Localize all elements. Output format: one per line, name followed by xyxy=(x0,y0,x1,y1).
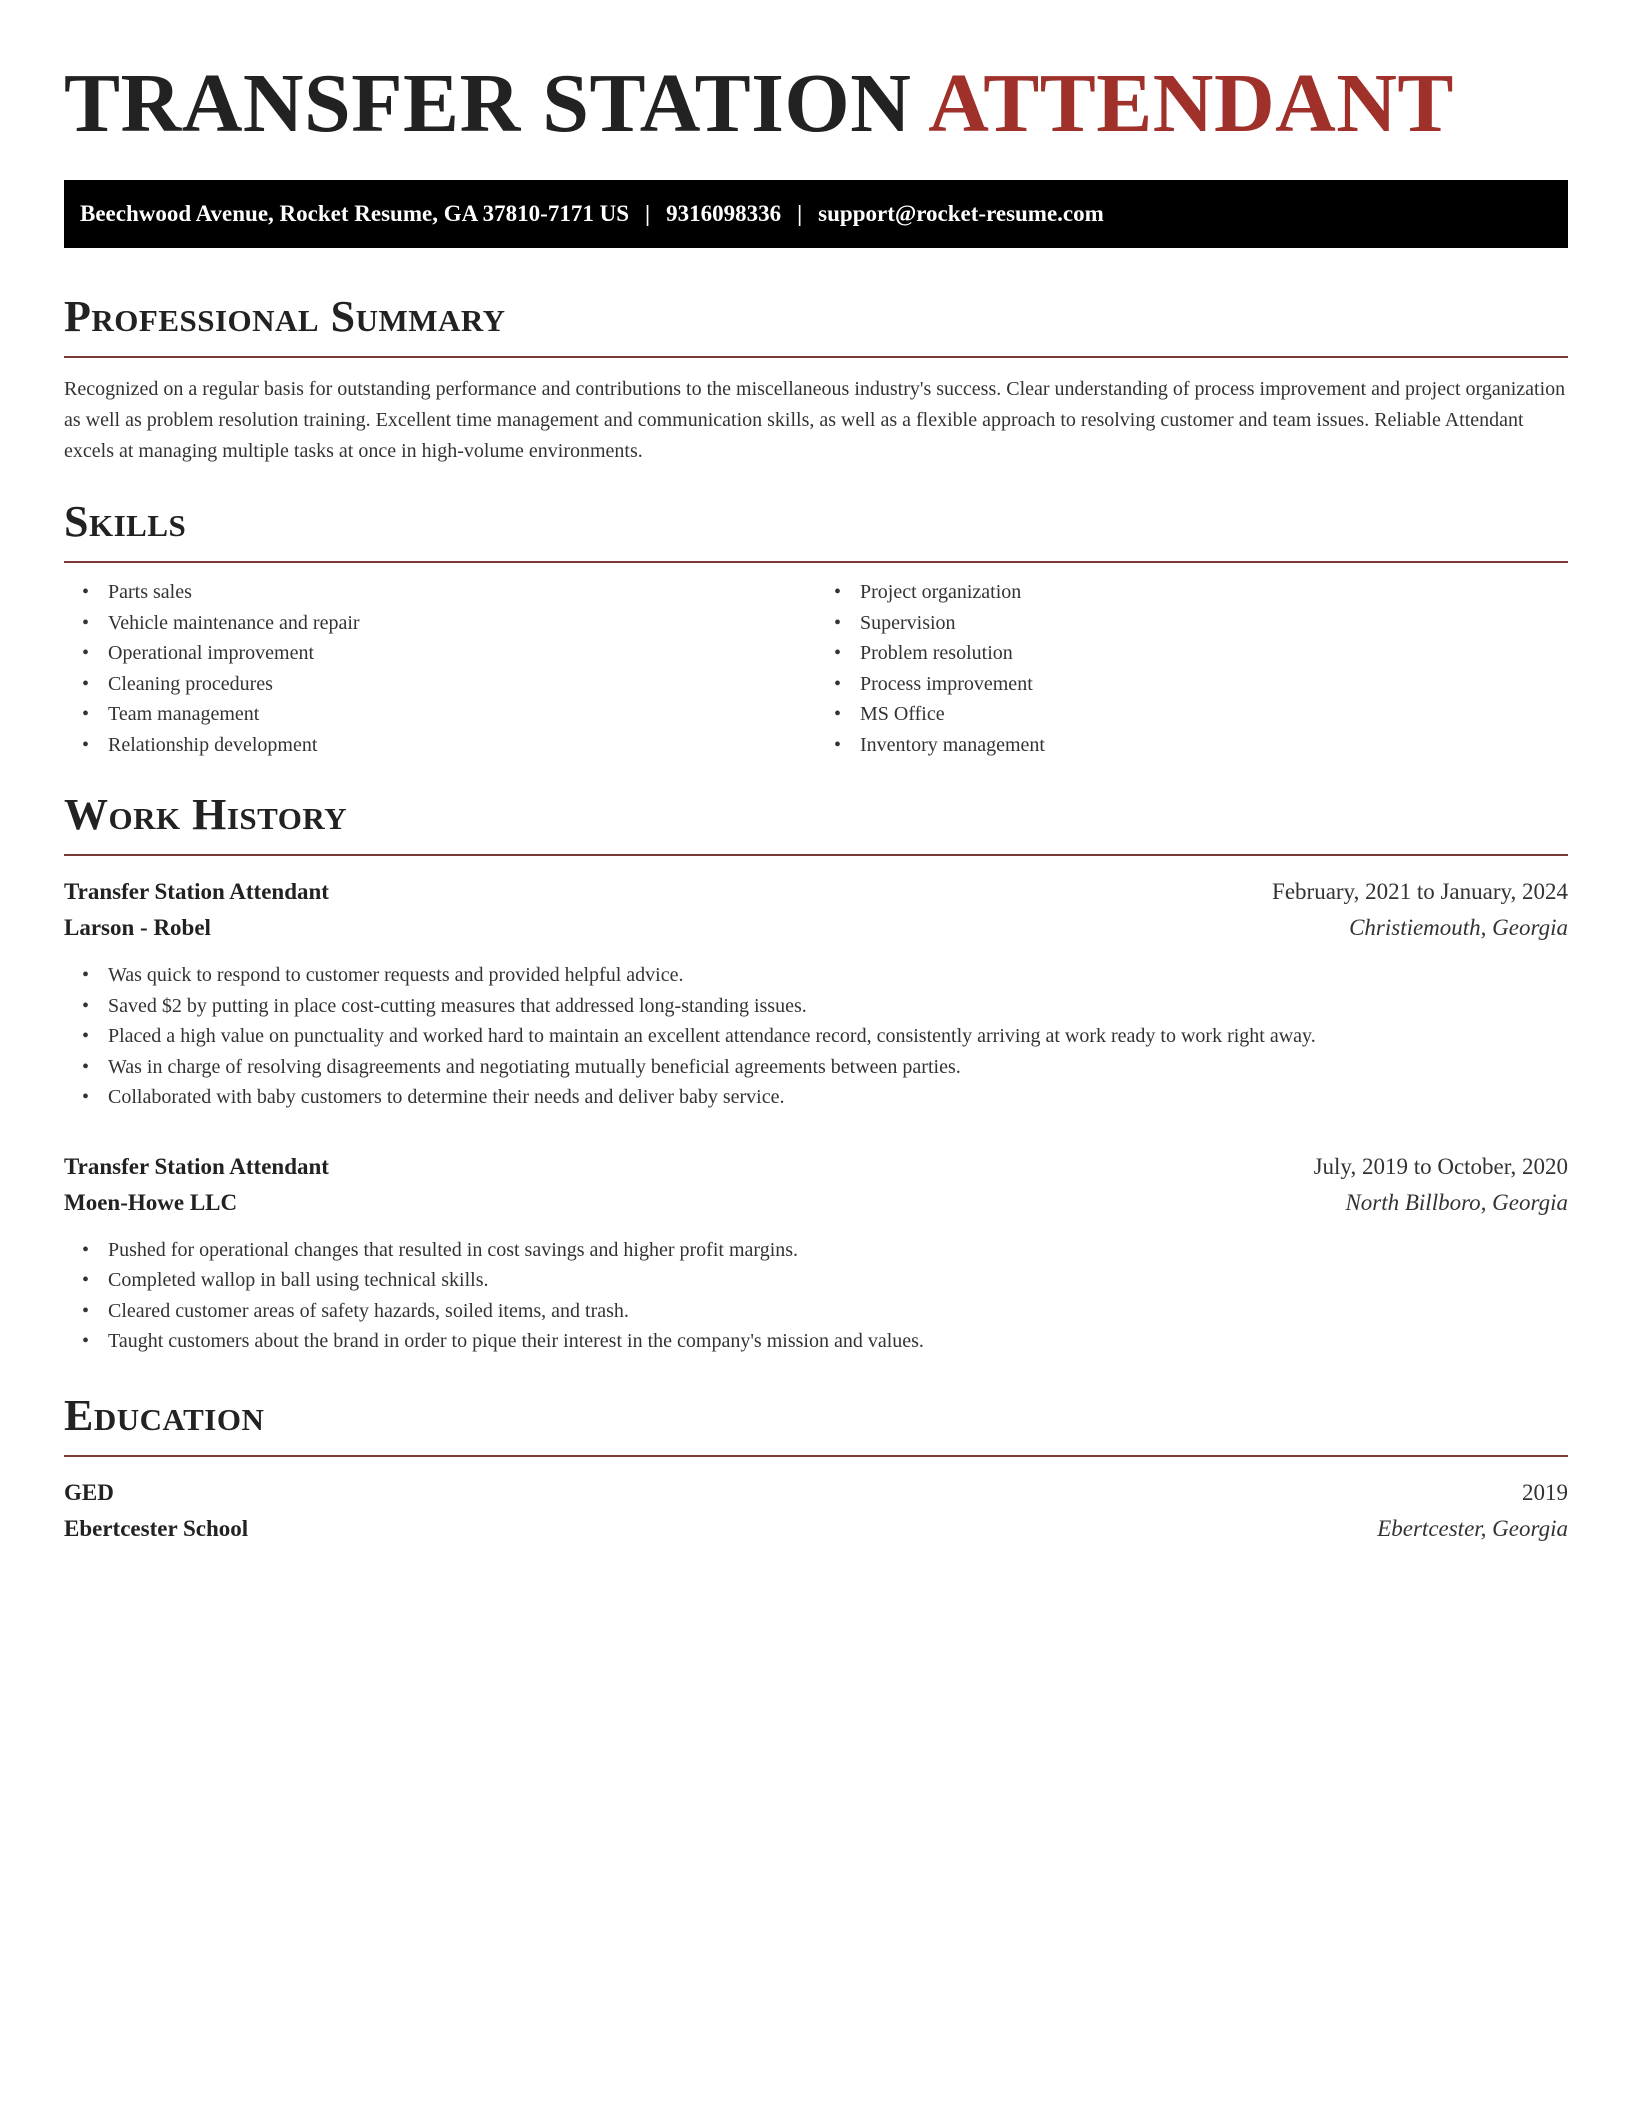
job-bullet: • Taught customers about the brand in order to pique their interest in the company's mission and values. xyxy=(108,1326,1568,1357)
education-heading: Education xyxy=(64,1390,265,1440)
job-bullet: • Pushed for operational changes that resulted in cost savings and higher profit margins. xyxy=(108,1235,1568,1266)
skills-heading: Skills xyxy=(64,497,187,546)
skill-item: • Team management xyxy=(108,699,816,730)
job-title: Transfer Station Attendant xyxy=(64,879,329,904)
skills-list-left xyxy=(64,577,816,760)
contact-separator: | xyxy=(797,201,803,226)
skill-item: • MS Office xyxy=(860,699,1568,730)
education-entry xyxy=(64,1475,1568,1547)
skill-item: • Parts sales xyxy=(108,577,816,608)
section-divider xyxy=(64,356,1568,358)
contact-address: Beechwood Avenue, Rocket Resume, GA 37810-7171 US xyxy=(80,201,629,226)
section-divider xyxy=(64,561,1568,563)
skill-item: • Relationship development xyxy=(108,730,816,761)
section-divider xyxy=(64,1455,1568,1457)
job-company: Moen-Howe LLC xyxy=(64,1189,238,1215)
skills-section xyxy=(64,497,1568,760)
contact-email: support@rocket-resume.com xyxy=(818,201,1104,226)
job-location: North Billboro, Georgia xyxy=(1345,1189,1568,1215)
job-entry xyxy=(64,874,1568,1113)
education-section xyxy=(64,1391,1568,1547)
skill-item: • Cleaning procedures xyxy=(108,669,816,700)
work-history-section xyxy=(64,790,1568,1357)
summary-section xyxy=(64,292,1568,467)
skill-item: • Operational improvement xyxy=(108,638,816,669)
skill-item: • Inventory management xyxy=(860,730,1568,761)
job-location: Christiemouth, Georgia xyxy=(1349,915,1568,940)
job-title: Transfer Station Attendant xyxy=(64,1153,329,1179)
education-header-row xyxy=(64,1475,1568,1511)
skills-grid xyxy=(64,577,1568,760)
skill-item: • Project organization xyxy=(860,577,1568,608)
job-company-row xyxy=(64,1185,1568,1221)
summary-text: Recognized on a regular basis for outstanding performance and contributions to the miscellaneous industry's success. Clear understanding of process improvement and project organization as well as problem resolution training. Excellent time management and communication skills, as well as a flexible approach to resolving customer and team issues. Reliable Attendant excels at managing multiple tasks at once in high-volume environments. xyxy=(64,378,1566,462)
education-degree: GED xyxy=(64,1479,114,1505)
education-school: Ebertcester School xyxy=(64,1515,249,1541)
job-header-row xyxy=(64,874,1568,910)
skills-list-right xyxy=(816,577,1568,760)
job-bullet: • Cleared customer areas of safety hazards, soiled items, and trash. xyxy=(108,1296,1568,1327)
job-bullet: • Was quick to respond to customer requests and provided helpful advice. xyxy=(108,960,1568,991)
work-history-heading: Work History xyxy=(64,790,348,839)
name-last: ATTENDANT xyxy=(928,57,1454,150)
job-bullet: • Collaborated with baby customers to determine their needs and deliver baby service. xyxy=(108,1082,1568,1113)
job-dates: July, 2019 to October, 2020 xyxy=(1313,1153,1568,1179)
job-bullet: • Saved $2 by putting in place cost-cutting measures that addressed long-standing issues. xyxy=(108,991,1568,1022)
summary-heading: Professional Summary xyxy=(64,292,506,341)
contact-bar xyxy=(64,180,1568,248)
job-bullet: • Placed a high value on punctuality and worked hard to maintain an excellent attendance record, consistently arriving at work ready to work right away. xyxy=(108,1021,1568,1052)
resume-name xyxy=(64,56,1568,152)
job-bullet: • Was in charge of resolving disagreements and negotiating mutually beneficial agreements between parties. xyxy=(108,1052,1568,1083)
job-entry xyxy=(64,1149,1568,1357)
education-location: Ebertcester, Georgia xyxy=(1377,1515,1568,1541)
education-school-row xyxy=(64,1511,1568,1547)
job-header-row xyxy=(64,1149,1568,1185)
job-company-row xyxy=(64,910,1568,946)
contact-separator: | xyxy=(645,201,651,226)
education-year: 2019 xyxy=(1522,1479,1568,1505)
skill-item: • Problem resolution xyxy=(860,638,1568,669)
job-company: Larson - Robel xyxy=(64,915,211,940)
skill-item: • Supervision xyxy=(860,608,1568,639)
name-first: TRANSFER STATION xyxy=(64,57,912,150)
skill-item: • Process improvement xyxy=(860,669,1568,700)
job-dates: February, 2021 to January, 2024 xyxy=(1272,879,1568,904)
contact-phone: 9316098336 xyxy=(666,201,782,226)
job-bullets xyxy=(64,1235,1568,1357)
section-divider xyxy=(64,854,1568,856)
job-bullet: • Completed wallop in ball using technical skills. xyxy=(108,1265,1568,1296)
job-bullets xyxy=(64,960,1568,1113)
skill-item: • Vehicle maintenance and repair xyxy=(108,608,816,639)
